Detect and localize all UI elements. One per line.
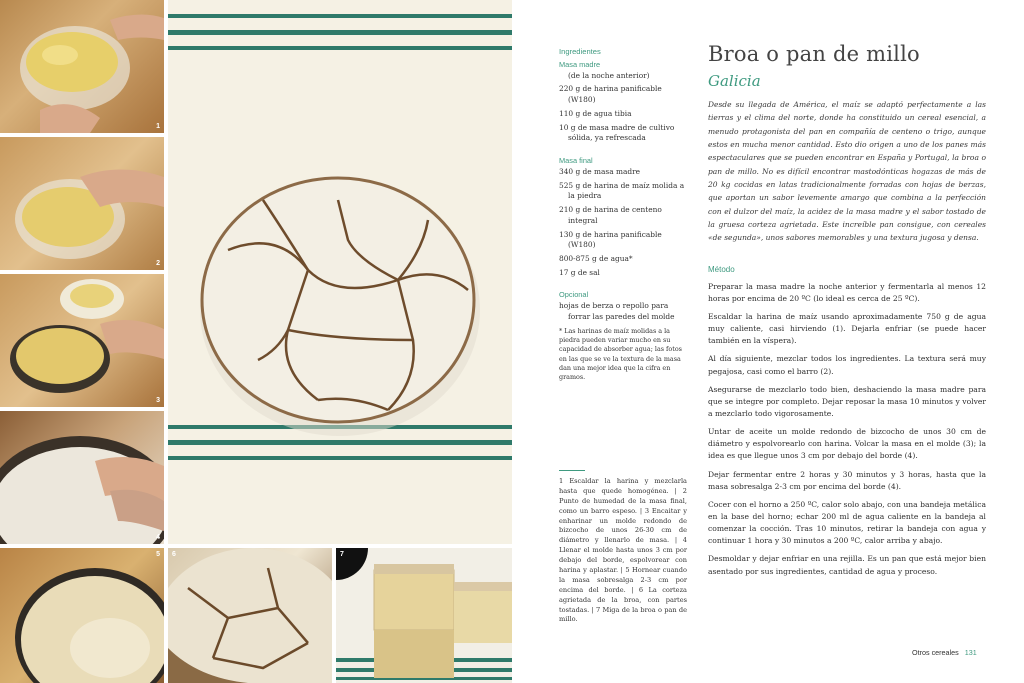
ingredient-item: 17 g de sal [559, 267, 600, 277]
dough-bowl-image [0, 137, 164, 270]
risen-dough-image [0, 548, 164, 683]
ingredient-item: 130 g de harina panificable (W180) [559, 229, 662, 250]
bread-hero-photo [168, 0, 512, 544]
method-heading: Método [708, 264, 735, 274]
page-number: 131 [964, 648, 977, 657]
ingredient-item: 525 g de harina de maíz molida a la piedra [559, 180, 685, 201]
step-photo-1 [0, 0, 164, 133]
recipe-intro: Desde su llegada de América, el maíz se adaptó perfectamente a las tierras y el clima del norte, donde ha constituido un cereal esencial, a menudo protagonista del pan en compañía de centeno o trigo, aunque estos en mucha menor cantidad. Esto dio origen a uno de los panes más espectaculares que se pueden encontrar en España y Portugal, la broa o pan de millo. No es difícil encontrar mastodónticas hogazas de más de 20 kg cocidas en latas tradicionalmente forradas con hojas de berzas, que aportan un sabor levemente amargo que combina a la perfección con el dulzor del maíz, la acidez de la masa madre y el sabor tostado de la gruesa corteza agrietada. Este increíble pan consigue, con cereales «de segunda», unos sabores memorables y una textura jugosa y densa. [708, 100, 986, 243]
method-step: Cocer con el horno a 250 ºC, calor solo abajo, con una bandeja metálica en la base del horno; echar 200 ml de agua caliente en la bandeja al comenzar la cocción. Tras 10 minutos, retirar la bandeja con agua y continuar 1 hora y 30 minutos a 200 ºC, calor arriba y abajo. [708, 499, 986, 546]
photo-captions [559, 470, 687, 625]
method-step: Desmoldar y dejar enfriar en una rejilla. Es un pan que está mejor bien asentado por sus ingredientes, cantidad de agua y proceso. [708, 554, 986, 576]
captions-text: 1 Escaldar la harina y mezclarla hasta que quede homogénea. | 2 Punto de humedad de la masa final, como un barro espeso. | 3 Encaitar y enharinar un molde redondo de bizcocho de unos 26-30 cm de diámetro y llenarlo de masa. | 4 Llenar el molde hasta unos 3 cm por debajo del borde, espolvorear con harina y aplastar. | 5 Hornear cuando la masa sobresalga 2-3 cm por encima del borde. | 6 La corteza agrietada de la broa, con partes tostadas. | 7 Miga de la broa o pan de millo. [559, 477, 687, 624]
step-photo-5 [0, 548, 164, 683]
flouring-dough-image [0, 411, 164, 544]
step-photo-3 [0, 274, 164, 407]
method-step: Al día siguiente, mezclar todos los ingredientes. La textura será muy pegajosa, casi como el barro (2). [708, 354, 986, 376]
ingredients-footnote: * Las harinas de maíz molidas a la piedra pueden variar mucho en su capacidad de absorber agua; las fotos en las que se ve la textura de la masa dan una mejor idea que la cifra en gramos. [559, 326, 682, 382]
caption-rule [559, 470, 585, 471]
photo-number: 7 [340, 551, 344, 558]
method-step: Asegurarse de mezclarlo todo bien, deshaciendo la masa madre para que se integre por completo. Dejar reposar la masa 10 minutos y volver a mezclarlo todo vigorosamente. [708, 384, 986, 419]
ingredients-sidebar [559, 46, 687, 382]
ingredient-item: 210 g de harina de centeno integral [559, 205, 662, 225]
ingredient-item: 340 g de masa madre [559, 166, 641, 176]
filling-mold-image [0, 274, 164, 407]
photo-number: 3 [156, 397, 160, 404]
step-photo-7 [336, 548, 512, 683]
photo-number: 5 [156, 551, 160, 558]
bread-crumb-image [336, 548, 512, 683]
broa-loaf-image [168, 0, 512, 544]
photo-number: 4 [156, 534, 160, 541]
photo-number: 6 [172, 551, 176, 558]
method-step: Escaldar la harina de maíz usando aproximadamente 750 g de agua muy caliente, casi hirviendo (1). Dejarla enfriar (se puede hacer también en la víspera). [708, 312, 986, 346]
footer-section: Otros cereales [912, 648, 959, 657]
recipe-title: Broa o pan de millo [708, 42, 920, 66]
crust-closeup-image [168, 548, 332, 683]
ingredient-item: 110 g de agua tibia [559, 108, 632, 118]
step-photo-2 [0, 137, 164, 270]
recipe-main [708, 42, 986, 584]
ingredient-item: hojas de berza o repollo para forrar las paredes del molde [559, 301, 675, 321]
method-step: Dejar fermentar entre 2 horas y 30 minutos y 3 horas, hasta que la masa sobresalga 2-3 cm por encima del borde (4). [708, 469, 986, 491]
mixing-dough-image [0, 0, 164, 133]
ingredient-item: (de la noche anterior) [568, 70, 650, 80]
method-step: Untar de aceite un molde redondo de bizcocho de unos 30 cm de diámetro y espolvorearlo con harina. Volcar la masa en el molde (3); la idea es que llegue unos 3 cm por debajo del borde (4). [708, 427, 986, 461]
ingredient-item: 800-875 g de agua* [559, 254, 633, 264]
recipe-region: Galicia [708, 72, 761, 90]
step-photo-6 [168, 548, 332, 683]
photo-number: 2 [156, 260, 160, 267]
ingredients-heading: Ingredientes [559, 47, 601, 56]
page-footer [912, 648, 977, 657]
section-title: Opcional [559, 290, 589, 300]
ingredient-item: 10 g de masa madre de cultivo sólida, ya refrescada [559, 122, 675, 143]
ingredient-item: 220 g de harina panificable (W180) [559, 84, 662, 105]
method-step: Preparar la masa madre la noche anterior y fermentarla al menos 12 horas por encima de 20 ºC (lo ideal es cerca de 25 ºC). [708, 281, 986, 303]
section-title: Masa final [559, 156, 593, 166]
step-photo-4 [0, 411, 164, 544]
section-title: Masa madre [559, 60, 601, 69]
photo-number: 1 [156, 123, 160, 130]
